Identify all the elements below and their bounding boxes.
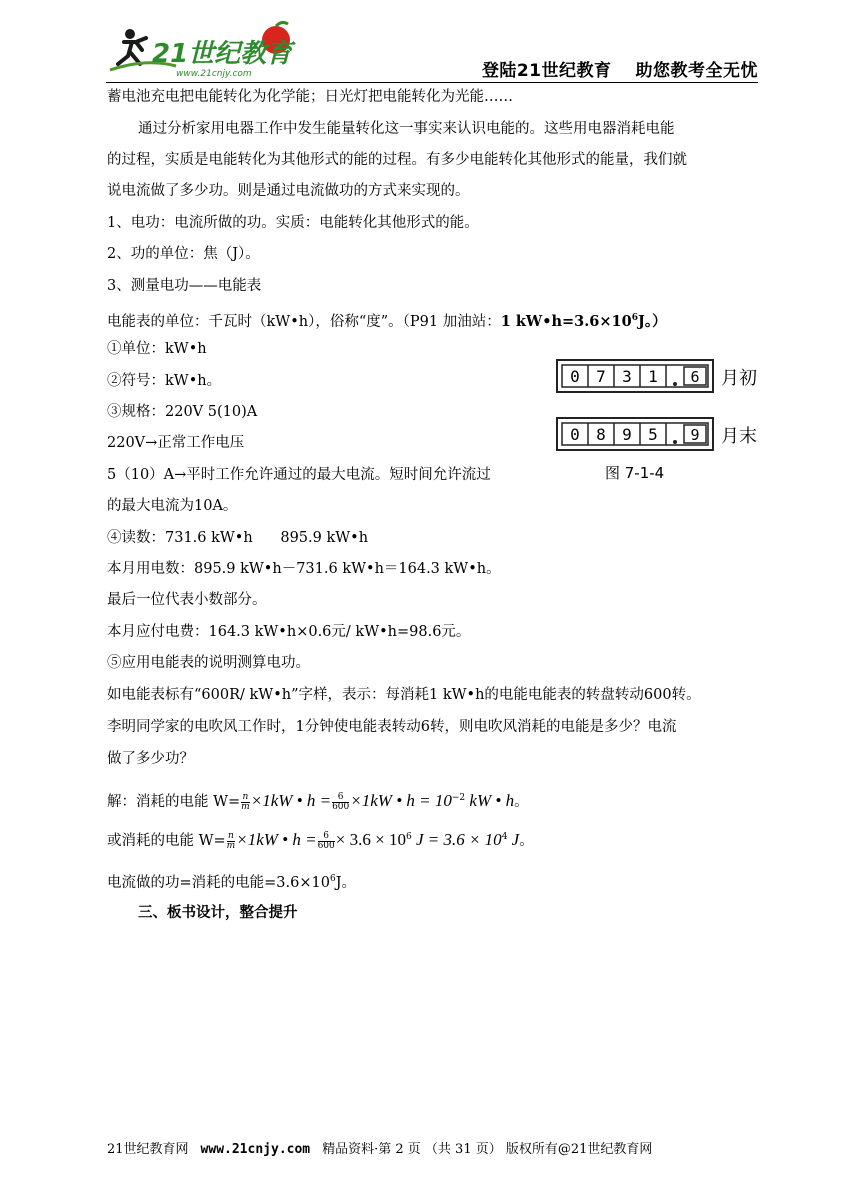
math-exponent: 6 <box>329 874 336 884</box>
paragraph-line: 的过程，实质是电能转化为其他形式的能的过程。有多少电能转化其他形式的能量，我们就 <box>107 152 687 168</box>
paragraph-line: 1、电功：电流所做的功。实质：电能转化其他形式的能。 <box>107 215 479 231</box>
slogan-help: 助您教考全无忧 <box>635 61 758 81</box>
math-expr: J = 3.6 × 10 <box>411 830 502 849</box>
paragraph-line: 2、功的单位：焦（J）。 <box>107 246 260 262</box>
meter-digit: 1 <box>648 367 658 386</box>
page-header <box>106 18 758 82</box>
paragraph-line <box>107 868 356 890</box>
paragraph-line <box>107 307 667 329</box>
paragraph-line: ②符号：kW•h。 <box>107 373 222 389</box>
kwh-conversion-exp: 6 <box>631 313 638 323</box>
paragraph-line: 说电流做了多少功。则是通过电流做功的方式来实现的。 <box>107 183 470 199</box>
paragraph-line: ⑤应用电能表的说明测算电功。 <box>107 655 310 671</box>
period: 。 <box>514 794 529 810</box>
fraction-denominator: 600 <box>332 801 350 812</box>
fraction-numerator: 6 <box>332 793 349 803</box>
kwh-conversion-unit: J。） <box>637 313 667 330</box>
work-equals-text: 电流做的功=消耗的电能=3.6×10 <box>107 875 330 891</box>
solution-prefix: 或消耗的电能 W= <box>107 833 226 849</box>
paragraph-line: 如电能表标有“600R/ kW•h”字样，表示：每消耗1 kW•h的电能电能表的转盘转动600转。 <box>107 687 701 703</box>
meter-digit-decimal: 6 <box>690 368 700 386</box>
page-footer <box>107 1138 652 1157</box>
svg-text:21世纪教育: 21世纪教育 <box>152 39 293 69</box>
meter-digit: 0 <box>570 425 580 444</box>
fraction <box>241 793 250 812</box>
paragraph-line: 的最大电流为10A。 <box>107 498 238 514</box>
paragraph-line: 做了多少功？ <box>107 751 194 767</box>
footer-url: www.21cnjy.com <box>200 1142 311 1157</box>
meter-digit: 9 <box>622 425 632 444</box>
slogan-login: 登陆21世纪教育 <box>481 61 612 81</box>
math-expr: ×1kW • h = 10 <box>350 791 452 810</box>
meter-digit: 8 <box>596 425 606 444</box>
solution-line-1 <box>107 784 529 812</box>
solution-prefix: 解：消耗的电能 W= <box>107 794 241 810</box>
fraction <box>318 832 335 851</box>
meter-unit-text: 电能表的单位：千瓦时（kW•h），俗称“度”。（P91 加油站： <box>107 314 501 330</box>
fraction <box>227 832 236 851</box>
meter-digit: 0 <box>570 367 580 386</box>
section-heading: 三、板书设计，整合提升 <box>138 904 298 921</box>
paragraph-line: 通过分析家用电器工作中发生能量转化这一事实来认识电能的。这些用电器消耗电能 <box>138 121 675 137</box>
paragraph-line: ①单位：kW•h <box>107 341 207 357</box>
paragraph-line: 3、测量电功——电能表 <box>107 278 262 294</box>
meter-label-end: 月末 <box>721 426 757 447</box>
paragraph-line: ③规格：220V 5(10)A <box>107 404 258 420</box>
fraction <box>332 793 349 812</box>
period: 。 <box>519 833 534 849</box>
header-divider <box>106 82 758 83</box>
math-expr: × 3.6 × 10 <box>335 830 406 849</box>
paragraph-line: 220V→正常工作电压 <box>107 435 245 451</box>
math-expr: kW • h <box>465 791 515 810</box>
site-logo <box>106 20 306 80</box>
meter-reading-figure <box>551 352 771 488</box>
math-exponent: 4 <box>501 832 508 842</box>
work-unit: J。 <box>335 875 357 891</box>
math-exponent: −2 <box>451 793 466 803</box>
math-expr: ×1kW • h = <box>236 830 317 849</box>
footer-site-name: 21世纪教育网 <box>107 1142 189 1157</box>
fraction-denominator: m <box>241 801 250 812</box>
paragraph-line: 5（10）A→平时工作允许通过的最大电流。短时间允许流过 <box>107 467 491 483</box>
paragraph-line: 本月应付电费：164.3 kW•h×0.6元/ kW•h=98.6元。 <box>107 624 471 640</box>
meter-label-start: 月初 <box>721 368 757 389</box>
math-exponent: 6 <box>405 832 412 842</box>
solution-line-2 <box>107 823 534 851</box>
kwh-conversion-base: 1 kW•h=3.6×10 <box>500 313 632 330</box>
fraction-numerator: n <box>228 830 234 841</box>
kwh-conversion <box>501 313 667 330</box>
meter-digit: 3 <box>622 367 632 386</box>
figure-caption: 图 7-1-4 <box>605 464 665 482</box>
fraction-numerator: 6 <box>318 832 335 842</box>
meter-digit: 5 <box>648 425 658 444</box>
meter-row-end <box>557 418 757 450</box>
paragraph-line: 李明同学家的电吹风工作时，1分钟使电能表转动6转，则电吹风消耗的电能是多少？电流 <box>107 719 677 735</box>
meter-digit: 7 <box>596 367 606 386</box>
fraction-denominator: m <box>226 840 236 851</box>
math-expr: ×1kW • h = <box>250 791 332 810</box>
fraction-numerator: n <box>242 791 249 802</box>
math-expr: J <box>507 830 520 849</box>
paragraph-line: ④读数：731.6 kW•h 895.9 kW•h <box>107 530 369 546</box>
svg-text:www.21cnjy.com: www.21cnjy.com <box>176 69 252 79</box>
paragraph-line: 最后一位代表小数部分。 <box>107 592 267 608</box>
fraction-denominator: 600 <box>317 840 335 851</box>
paragraph-line: 蓄电池充电把电能转化为化学能；日光灯把电能转化为光能…… <box>107 89 513 105</box>
meter-row-start <box>557 360 757 392</box>
header-slogan <box>458 56 758 81</box>
meter-digit-decimal: 9 <box>690 426 700 444</box>
paragraph-line: 本月用电数：895.9 kW•h－731.6 kW•h＝164.3 kW•h。 <box>107 561 501 577</box>
footer-page-info: 精品资料·第 2 页 （共 31 页） 版权所有@21世纪教育网 <box>322 1142 653 1157</box>
